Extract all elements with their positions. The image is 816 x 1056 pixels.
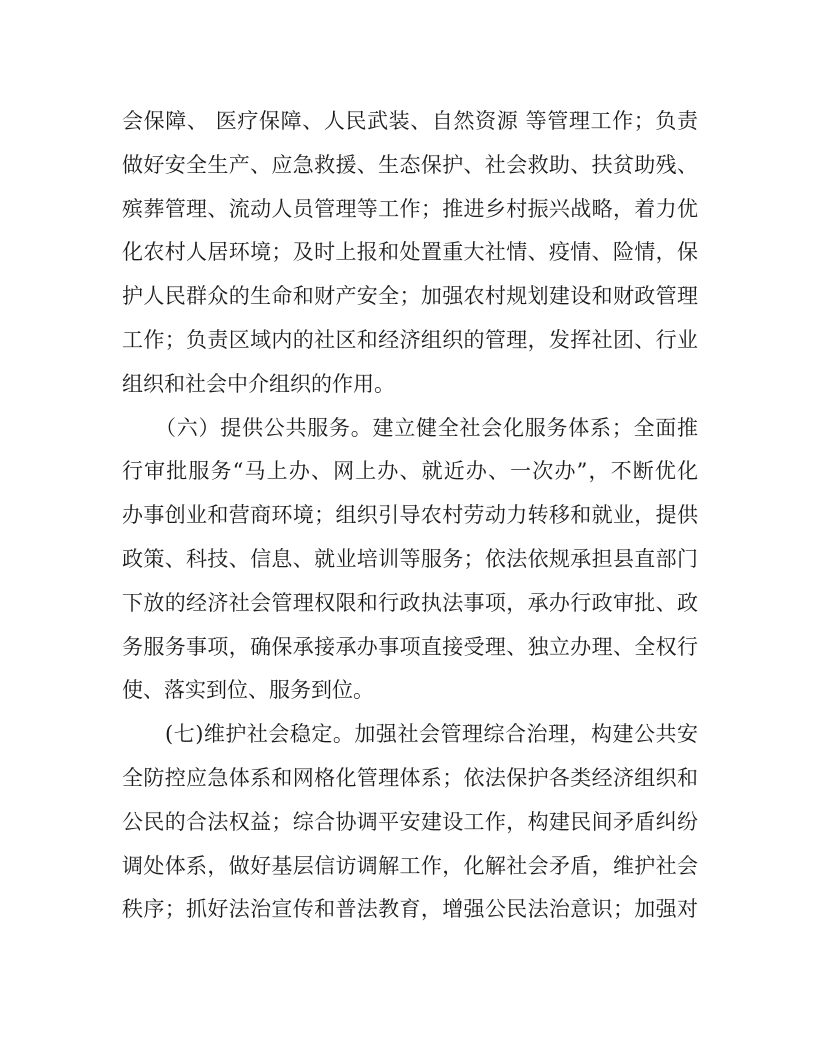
paragraph-end-line: 使、落实到位、服务到位。	[122, 678, 374, 703]
paragraph-end-line: 组织和社会中介组织的作用。	[122, 371, 395, 396]
section-6-heading-line: （六）提供公共服务。建立健全社会化服务体系；全面推	[122, 415, 698, 440]
text-line: 做好安全生产、应急救援、生态保护、社会救助、扶贫助残、	[122, 152, 698, 177]
text-line: 全防控应急体系和网格化管理体系；依法保护各类经济组织和	[122, 765, 698, 790]
text-line: 行审批服务“马上办、网上办、就近办、一次办”，不断优化	[122, 459, 698, 484]
text-line: 护人民群众的生命和财产安全；加强农村规划建设和财政管理	[122, 284, 698, 309]
section-7-heading-line: (七)维护社会稳定。加强社会管理综合治理，构建公共安	[122, 722, 698, 747]
text-line: 公民的合法权益；综合协调平安建设工作，构建民间矛盾纠纷	[122, 809, 698, 834]
text-line: 会保障、 医疗保障、人民武装、自然资源 等管理工作；负责	[122, 109, 698, 133]
text-line: 政策、科技、信息、就业培训等服务；依法依规承担县直部门	[122, 546, 698, 571]
body-text	[122, 100, 698, 932]
text-line: 秩序；抓好法治宣传和普法教育，增强公民法治意识；加强对	[122, 897, 698, 922]
text-line: 化农村人居环境；及时上报和处置重大社情、疫情、险情，保	[122, 240, 698, 265]
text-line: 殡葬管理、流动人员管理等工作；推进乡村振兴战略，着力优	[122, 196, 698, 221]
text-line: 调处体系，做好基层信访调解工作，化解社会矛盾，维护社会	[122, 853, 698, 878]
text-line: 务服务事项，确保承接承办事项直接受理、独立办理、全权行	[122, 634, 698, 659]
text-line: 办事创业和营商环境；组织引导农村劳动力转移和就业，提供	[122, 503, 698, 528]
text-line: 下放的经济社会管理权限和行政执法事项，承办行政审批、政	[122, 590, 698, 615]
text-line: 工作；负责区域内的社区和经济组织的管理，发挥社团、行业	[122, 327, 698, 352]
